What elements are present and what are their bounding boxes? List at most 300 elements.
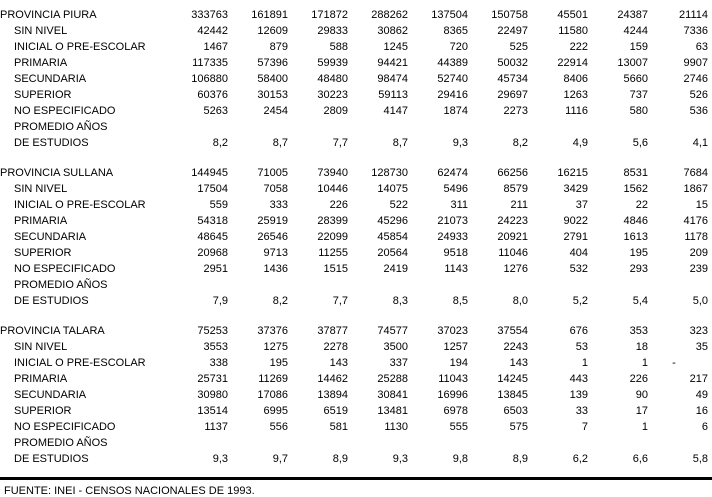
cell-value: 94421 xyxy=(377,57,408,69)
cell-value: 2419 xyxy=(383,263,408,275)
cell-value: 7,7 xyxy=(332,137,348,149)
row-label: NO ESPECIFICADO xyxy=(14,263,116,275)
cell-value xyxy=(408,435,468,451)
table-row xyxy=(0,87,708,103)
cell-value: 17 xyxy=(635,405,648,417)
cell-value: 532 xyxy=(569,263,588,275)
cell-value: 1275 xyxy=(263,341,288,353)
cell-value: 194 xyxy=(449,357,468,369)
table-row xyxy=(0,403,708,419)
cell-value: 2809 xyxy=(323,105,348,117)
cell-value: 1 xyxy=(641,421,648,433)
cell-value: 74577 xyxy=(377,325,408,337)
cell-value xyxy=(648,277,708,293)
cell-value xyxy=(468,435,528,451)
cell-value: 143 xyxy=(329,357,348,369)
cell-value: 536 xyxy=(689,105,708,117)
cell-value: 11255 xyxy=(318,247,348,259)
cell-value: 18 xyxy=(635,341,648,353)
cell-value: 2791 xyxy=(563,231,588,243)
table-row xyxy=(0,71,708,87)
cell-value: 525 xyxy=(509,41,528,53)
cell-value: 559 xyxy=(209,199,228,211)
cell-value: 45501 xyxy=(557,9,588,21)
cell-value: 52740 xyxy=(437,73,468,85)
row-label: SIN NIVEL xyxy=(14,25,68,37)
cell-value: 1137 xyxy=(204,421,228,433)
cell-value: 57396 xyxy=(257,57,288,69)
cell-value xyxy=(408,119,468,135)
cell-value: 211 xyxy=(510,199,528,211)
cell-value: 139 xyxy=(569,389,588,401)
cell-value: 13007 xyxy=(617,57,648,69)
cell-value: 720 xyxy=(449,41,468,53)
cell-value: 8,7 xyxy=(272,137,288,149)
row-label: SIN NIVEL xyxy=(14,183,68,195)
cell-value: 143 xyxy=(509,357,528,369)
table-body xyxy=(0,7,708,467)
row-label: INICIAL O PRE-ESCOLAR xyxy=(14,41,146,53)
cell-value: 9907 xyxy=(683,57,708,69)
table-row xyxy=(0,419,708,435)
row-label: SECUNDARIA xyxy=(14,231,87,243)
cell-value: 5,2 xyxy=(572,295,588,307)
cell-value: 30862 xyxy=(377,25,408,37)
cell-value: 2454 xyxy=(263,105,288,117)
cell-value: 13481 xyxy=(377,405,408,417)
cell-value: 16215 xyxy=(557,167,588,179)
cell-value: 1130 xyxy=(384,421,408,433)
cell-value: 90 xyxy=(635,389,648,401)
cell-value xyxy=(588,119,648,135)
cell-value: 11269 xyxy=(258,373,288,385)
row-label: SUPERIOR xyxy=(14,405,72,417)
cell-value: 1116 xyxy=(565,105,588,117)
cell-value: 8,2 xyxy=(512,137,528,149)
cell-value: 171872 xyxy=(311,9,348,21)
cell-value: 45854 xyxy=(377,231,408,243)
row-label: NO ESPECIFICADO xyxy=(14,421,116,433)
row-label: SECUNDARIA xyxy=(14,73,87,85)
table-row xyxy=(0,7,708,23)
row-label: SUPERIOR xyxy=(14,89,72,101)
cell-value xyxy=(168,435,228,451)
cell-value: 30153 xyxy=(257,89,288,101)
cell-value: 6,2 xyxy=(572,453,588,465)
cell-value: 35 xyxy=(695,341,708,353)
row-label: PRIMARIA xyxy=(14,373,68,385)
cell-value: 71005 xyxy=(257,167,288,179)
cell-value: 8,2 xyxy=(212,137,228,149)
table-row xyxy=(0,323,708,339)
cell-value: 11043 xyxy=(438,373,468,385)
cell-value: 37554 xyxy=(497,325,528,337)
cell-value xyxy=(528,435,588,451)
cell-value: 522 xyxy=(389,199,408,211)
cell-value xyxy=(528,277,588,293)
cell-value: 1867 xyxy=(683,183,708,195)
row-label: NO ESPECIFICADO xyxy=(14,105,116,117)
table-row xyxy=(0,387,708,403)
cell-value: 73940 xyxy=(317,167,348,179)
cell-value: 20921 xyxy=(497,231,528,243)
table-row xyxy=(0,197,708,213)
cell-value: 7336 xyxy=(683,25,708,37)
table-row xyxy=(0,181,708,197)
cell-value: 1178 xyxy=(684,231,708,243)
cell-value xyxy=(288,119,348,135)
cell-value: 9022 xyxy=(563,215,588,227)
cell-value: - xyxy=(672,357,676,369)
cell-value: 8,3 xyxy=(392,295,408,307)
cell-value: 2243 xyxy=(503,341,528,353)
cell-value: 581 xyxy=(329,421,348,433)
cell-value: 11046 xyxy=(498,247,528,259)
cell-value: 3500 xyxy=(383,341,408,353)
cell-value: 226 xyxy=(329,199,348,211)
cell-value: 195 xyxy=(629,247,648,259)
cell-value: 8,0 xyxy=(512,295,528,307)
cell-value: 6 xyxy=(701,421,708,433)
cell-value: 22914 xyxy=(557,57,588,69)
cell-value: 14462 xyxy=(317,373,348,385)
cell-value: 7058 xyxy=(263,183,288,195)
cell-value xyxy=(348,435,408,451)
cell-value: 16 xyxy=(695,405,708,417)
cell-value: 7684 xyxy=(683,167,708,179)
cell-value: 1276 xyxy=(503,263,528,275)
cell-value: 7,9 xyxy=(212,295,228,307)
row-label: PROVINCIA PIURA xyxy=(0,9,97,21)
table-row xyxy=(0,103,708,119)
cell-value: 7,7 xyxy=(332,295,348,307)
table-row xyxy=(0,261,708,277)
cell-value: 404 xyxy=(569,247,588,259)
cell-value: 6,6 xyxy=(632,453,648,465)
cell-value: 226 xyxy=(629,373,648,385)
cell-value: 17504 xyxy=(197,183,228,195)
cell-value: 37 xyxy=(575,199,588,211)
cell-value: 37023 xyxy=(437,325,468,337)
cell-value: 338 xyxy=(209,357,228,369)
cell-value: 1436 xyxy=(263,263,288,275)
row-label: INICIAL O PRE-ESCOLAR xyxy=(14,199,146,211)
cell-value: 13514 xyxy=(197,405,228,417)
cell-value xyxy=(528,119,588,135)
cell-value: 2746 xyxy=(683,73,708,85)
cell-value: 8,5 xyxy=(452,295,468,307)
row-label: PROMEDIO AÑOS xyxy=(14,121,108,133)
cell-value: 337 xyxy=(389,357,408,369)
cell-value: 58400 xyxy=(257,73,288,85)
cell-value xyxy=(348,277,408,293)
cell-value: 13894 xyxy=(317,389,348,401)
table-row xyxy=(0,293,708,309)
table-row xyxy=(0,245,708,261)
row-label: DE ESTUDIOS xyxy=(14,295,89,307)
section-spacer-cell xyxy=(0,309,708,323)
table-row xyxy=(0,339,708,355)
cell-value: 8531 xyxy=(623,167,648,179)
cell-value: 49 xyxy=(695,389,708,401)
cell-value: 1 xyxy=(581,357,588,369)
cell-value: 25731 xyxy=(197,373,228,385)
cell-value: 9,3 xyxy=(392,453,408,465)
cell-value: 24223 xyxy=(497,215,528,227)
cell-value xyxy=(288,277,348,293)
cell-value: 333763 xyxy=(191,9,228,21)
cell-value: 556 xyxy=(269,421,288,433)
cell-value: 59113 xyxy=(378,89,408,101)
cell-value: 4846 xyxy=(623,215,648,227)
cell-value: 879 xyxy=(269,41,288,53)
cell-value: 5660 xyxy=(623,73,648,85)
cell-value: 4244 xyxy=(623,25,648,37)
row-label: PRIMARIA xyxy=(14,57,68,69)
cell-value: 195 xyxy=(269,357,288,369)
row-label: PROVINCIA SULLANA xyxy=(0,167,114,179)
cell-value: 9,7 xyxy=(272,453,288,465)
education-level-table xyxy=(0,7,708,467)
source-note: FUENTE: INEI - CENSOS NACIONALES DE 1993. xyxy=(4,485,255,497)
cell-value xyxy=(168,277,228,293)
cell-value: 1874 xyxy=(443,105,468,117)
cell-value: 580 xyxy=(629,105,648,117)
cell-value xyxy=(228,119,288,135)
cell-value: 22497 xyxy=(497,25,528,37)
cell-value: 48645 xyxy=(197,231,228,243)
cell-value: 29416 xyxy=(437,89,468,101)
cell-value: 45296 xyxy=(377,215,408,227)
cell-value: 676 xyxy=(569,325,588,337)
cell-value: 20564 xyxy=(377,247,408,259)
cell-value: 5263 xyxy=(203,105,228,117)
table-row xyxy=(0,229,708,245)
cell-value: 50032 xyxy=(497,57,528,69)
row-label: DE ESTUDIOS xyxy=(14,137,89,149)
cell-value: 4,1 xyxy=(692,137,708,149)
cell-value: 6995 xyxy=(263,405,288,417)
section-spacer-cell xyxy=(0,151,708,165)
cell-value: 21073 xyxy=(437,215,468,227)
cell-value: 11580 xyxy=(558,25,588,37)
cell-value: 150758 xyxy=(491,9,528,21)
cell-value: 3429 xyxy=(563,183,588,195)
table-row xyxy=(0,451,708,467)
cell-value: 8406 xyxy=(563,73,588,85)
row-label: SIN NIVEL xyxy=(14,341,68,353)
cell-value: 5496 xyxy=(443,183,468,195)
cell-value xyxy=(588,435,648,451)
cell-value: 1613 xyxy=(623,231,648,243)
cell-value: 5,4 xyxy=(632,295,648,307)
cell-value: 1467 xyxy=(203,41,228,53)
cell-value: 24933 xyxy=(437,231,468,243)
cell-value: 1143 xyxy=(444,263,468,275)
cell-value: 63 xyxy=(695,41,708,53)
cell-value: 54318 xyxy=(197,215,228,227)
cell-value: 106880 xyxy=(191,73,228,85)
cell-value: 75253 xyxy=(197,325,228,337)
cell-value: 1515 xyxy=(323,263,348,275)
cell-value: 26546 xyxy=(257,231,288,243)
cell-value xyxy=(468,119,528,135)
cell-value: 222 xyxy=(569,41,588,53)
cell-value: 25288 xyxy=(377,373,408,385)
cell-value: 2951 xyxy=(203,263,228,275)
row-label: PROVINCIA TALARA xyxy=(0,325,105,337)
section-spacer xyxy=(0,309,708,323)
cell-value: 44389 xyxy=(437,57,468,69)
cell-value: 60376 xyxy=(197,89,228,101)
table-row xyxy=(0,213,708,229)
cell-value: 5,8 xyxy=(692,453,708,465)
cell-value: 137504 xyxy=(431,9,468,21)
cell-value: 8,2 xyxy=(272,295,288,307)
cell-value: 29697 xyxy=(497,89,528,101)
cell-value: 2273 xyxy=(503,105,528,117)
cell-value: 30841 xyxy=(377,389,408,401)
cell-value: 1257 xyxy=(443,341,468,353)
cell-value: 30223 xyxy=(317,89,348,101)
cell-value: 8579 xyxy=(503,183,528,195)
cell-value: 37376 xyxy=(257,325,288,337)
row-label: SUPERIOR xyxy=(14,247,72,259)
cell-value: 13845 xyxy=(497,389,528,401)
cell-value: 20968 xyxy=(197,247,228,259)
cell-value: 10446 xyxy=(317,183,348,195)
cell-value: 6978 xyxy=(443,405,468,417)
cell-value: 28399 xyxy=(317,215,348,227)
cell-value: 5,0 xyxy=(692,295,708,307)
cell-value: 14075 xyxy=(377,183,408,195)
cell-value: 8,7 xyxy=(392,137,408,149)
cell-value: 7 xyxy=(581,421,588,433)
cell-value: 6503 xyxy=(503,405,528,417)
cell-value: 4176 xyxy=(683,215,708,227)
table-row xyxy=(0,119,708,135)
cell-value: 16996 xyxy=(437,389,468,401)
cell-value: 66256 xyxy=(497,167,528,179)
cell-value: 1562 xyxy=(623,183,648,195)
cell-value: 209 xyxy=(689,247,708,259)
table-row xyxy=(0,135,708,151)
cell-value: 8,9 xyxy=(512,453,528,465)
cell-value: 22 xyxy=(635,199,648,211)
cell-value: 15 xyxy=(695,199,708,211)
cell-value: 12609 xyxy=(257,25,288,37)
cell-value: 53 xyxy=(575,341,588,353)
cell-value: 3553 xyxy=(203,341,228,353)
cell-value xyxy=(588,277,648,293)
cell-value: 6519 xyxy=(323,405,348,417)
cell-value: 575 xyxy=(509,421,528,433)
table-row xyxy=(0,165,708,181)
cell-value: 239 xyxy=(689,263,708,275)
cell-value: 4147 xyxy=(383,105,408,117)
cell-value: 17086 xyxy=(257,389,288,401)
cell-value: 161891 xyxy=(251,9,288,21)
cell-value xyxy=(228,435,288,451)
cell-value: 9713 xyxy=(263,247,288,259)
table-row xyxy=(0,23,708,39)
cell-value xyxy=(468,277,528,293)
table-row xyxy=(0,355,708,371)
cell-value xyxy=(408,277,468,293)
cell-value: 29833 xyxy=(317,25,348,37)
cell-value: 8,9 xyxy=(332,453,348,465)
cell-value: 2278 xyxy=(323,341,348,353)
cell-value xyxy=(168,119,228,135)
cell-value: 217 xyxy=(689,373,708,385)
cell-value: 37877 xyxy=(317,325,348,337)
cell-value: 4,9 xyxy=(572,137,588,149)
row-label: DE ESTUDIOS xyxy=(14,453,89,465)
cell-value: 588 xyxy=(329,41,348,53)
cell-value: 1245 xyxy=(383,41,408,53)
cell-value: 311 xyxy=(450,199,468,211)
section-spacer xyxy=(0,151,708,165)
cell-value xyxy=(648,119,708,135)
cell-value: 33 xyxy=(575,405,588,417)
cell-value: 526 xyxy=(689,89,708,101)
cell-value: 159 xyxy=(629,41,648,53)
cell-value: 555 xyxy=(449,421,468,433)
cell-value: 48480 xyxy=(317,73,348,85)
cell-value xyxy=(288,435,348,451)
cell-value: 9,3 xyxy=(452,137,468,149)
cell-value: 30980 xyxy=(197,389,228,401)
cell-value: 1 xyxy=(641,357,648,369)
cell-value xyxy=(648,435,708,451)
cell-value: 9,8 xyxy=(452,453,468,465)
cell-value: 98474 xyxy=(377,73,408,85)
cell-value: 22099 xyxy=(317,231,348,243)
cell-value: 144945 xyxy=(191,167,228,179)
cell-value: 9518 xyxy=(443,247,468,259)
cell-value: 42442 xyxy=(197,25,228,37)
cell-value: 9,3 xyxy=(212,453,228,465)
cell-value: 1263 xyxy=(563,89,588,101)
cell-value: 293 xyxy=(629,263,648,275)
cell-value: 323 xyxy=(689,325,708,337)
cell-value: 333 xyxy=(269,199,288,211)
cell-value: 5,6 xyxy=(632,137,648,149)
cell-value: 14245 xyxy=(497,373,528,385)
cell-value: 128730 xyxy=(371,167,408,179)
table-row xyxy=(0,277,708,293)
row-label: INICIAL O PRE-ESCOLAR xyxy=(14,357,146,369)
row-label: SECUNDARIA xyxy=(14,389,87,401)
cell-value xyxy=(348,119,408,135)
cell-value: 8365 xyxy=(443,25,468,37)
table-row xyxy=(0,39,708,55)
cell-value: 353 xyxy=(629,325,648,337)
table-row xyxy=(0,435,708,451)
cell-value: 45734 xyxy=(497,73,528,85)
cell-value: 288262 xyxy=(371,9,408,21)
cell-value xyxy=(228,277,288,293)
cell-value: 443 xyxy=(569,373,588,385)
cell-value: 737 xyxy=(629,89,648,101)
cell-value: 25919 xyxy=(257,215,288,227)
row-label: PROMEDIO AÑOS xyxy=(14,437,108,449)
cell-value: 62474 xyxy=(437,167,468,179)
row-label: PROMEDIO AÑOS xyxy=(14,279,108,291)
cell-value: 59939 xyxy=(317,57,348,69)
cell-value: 117335 xyxy=(192,57,228,69)
table-row xyxy=(0,55,708,71)
